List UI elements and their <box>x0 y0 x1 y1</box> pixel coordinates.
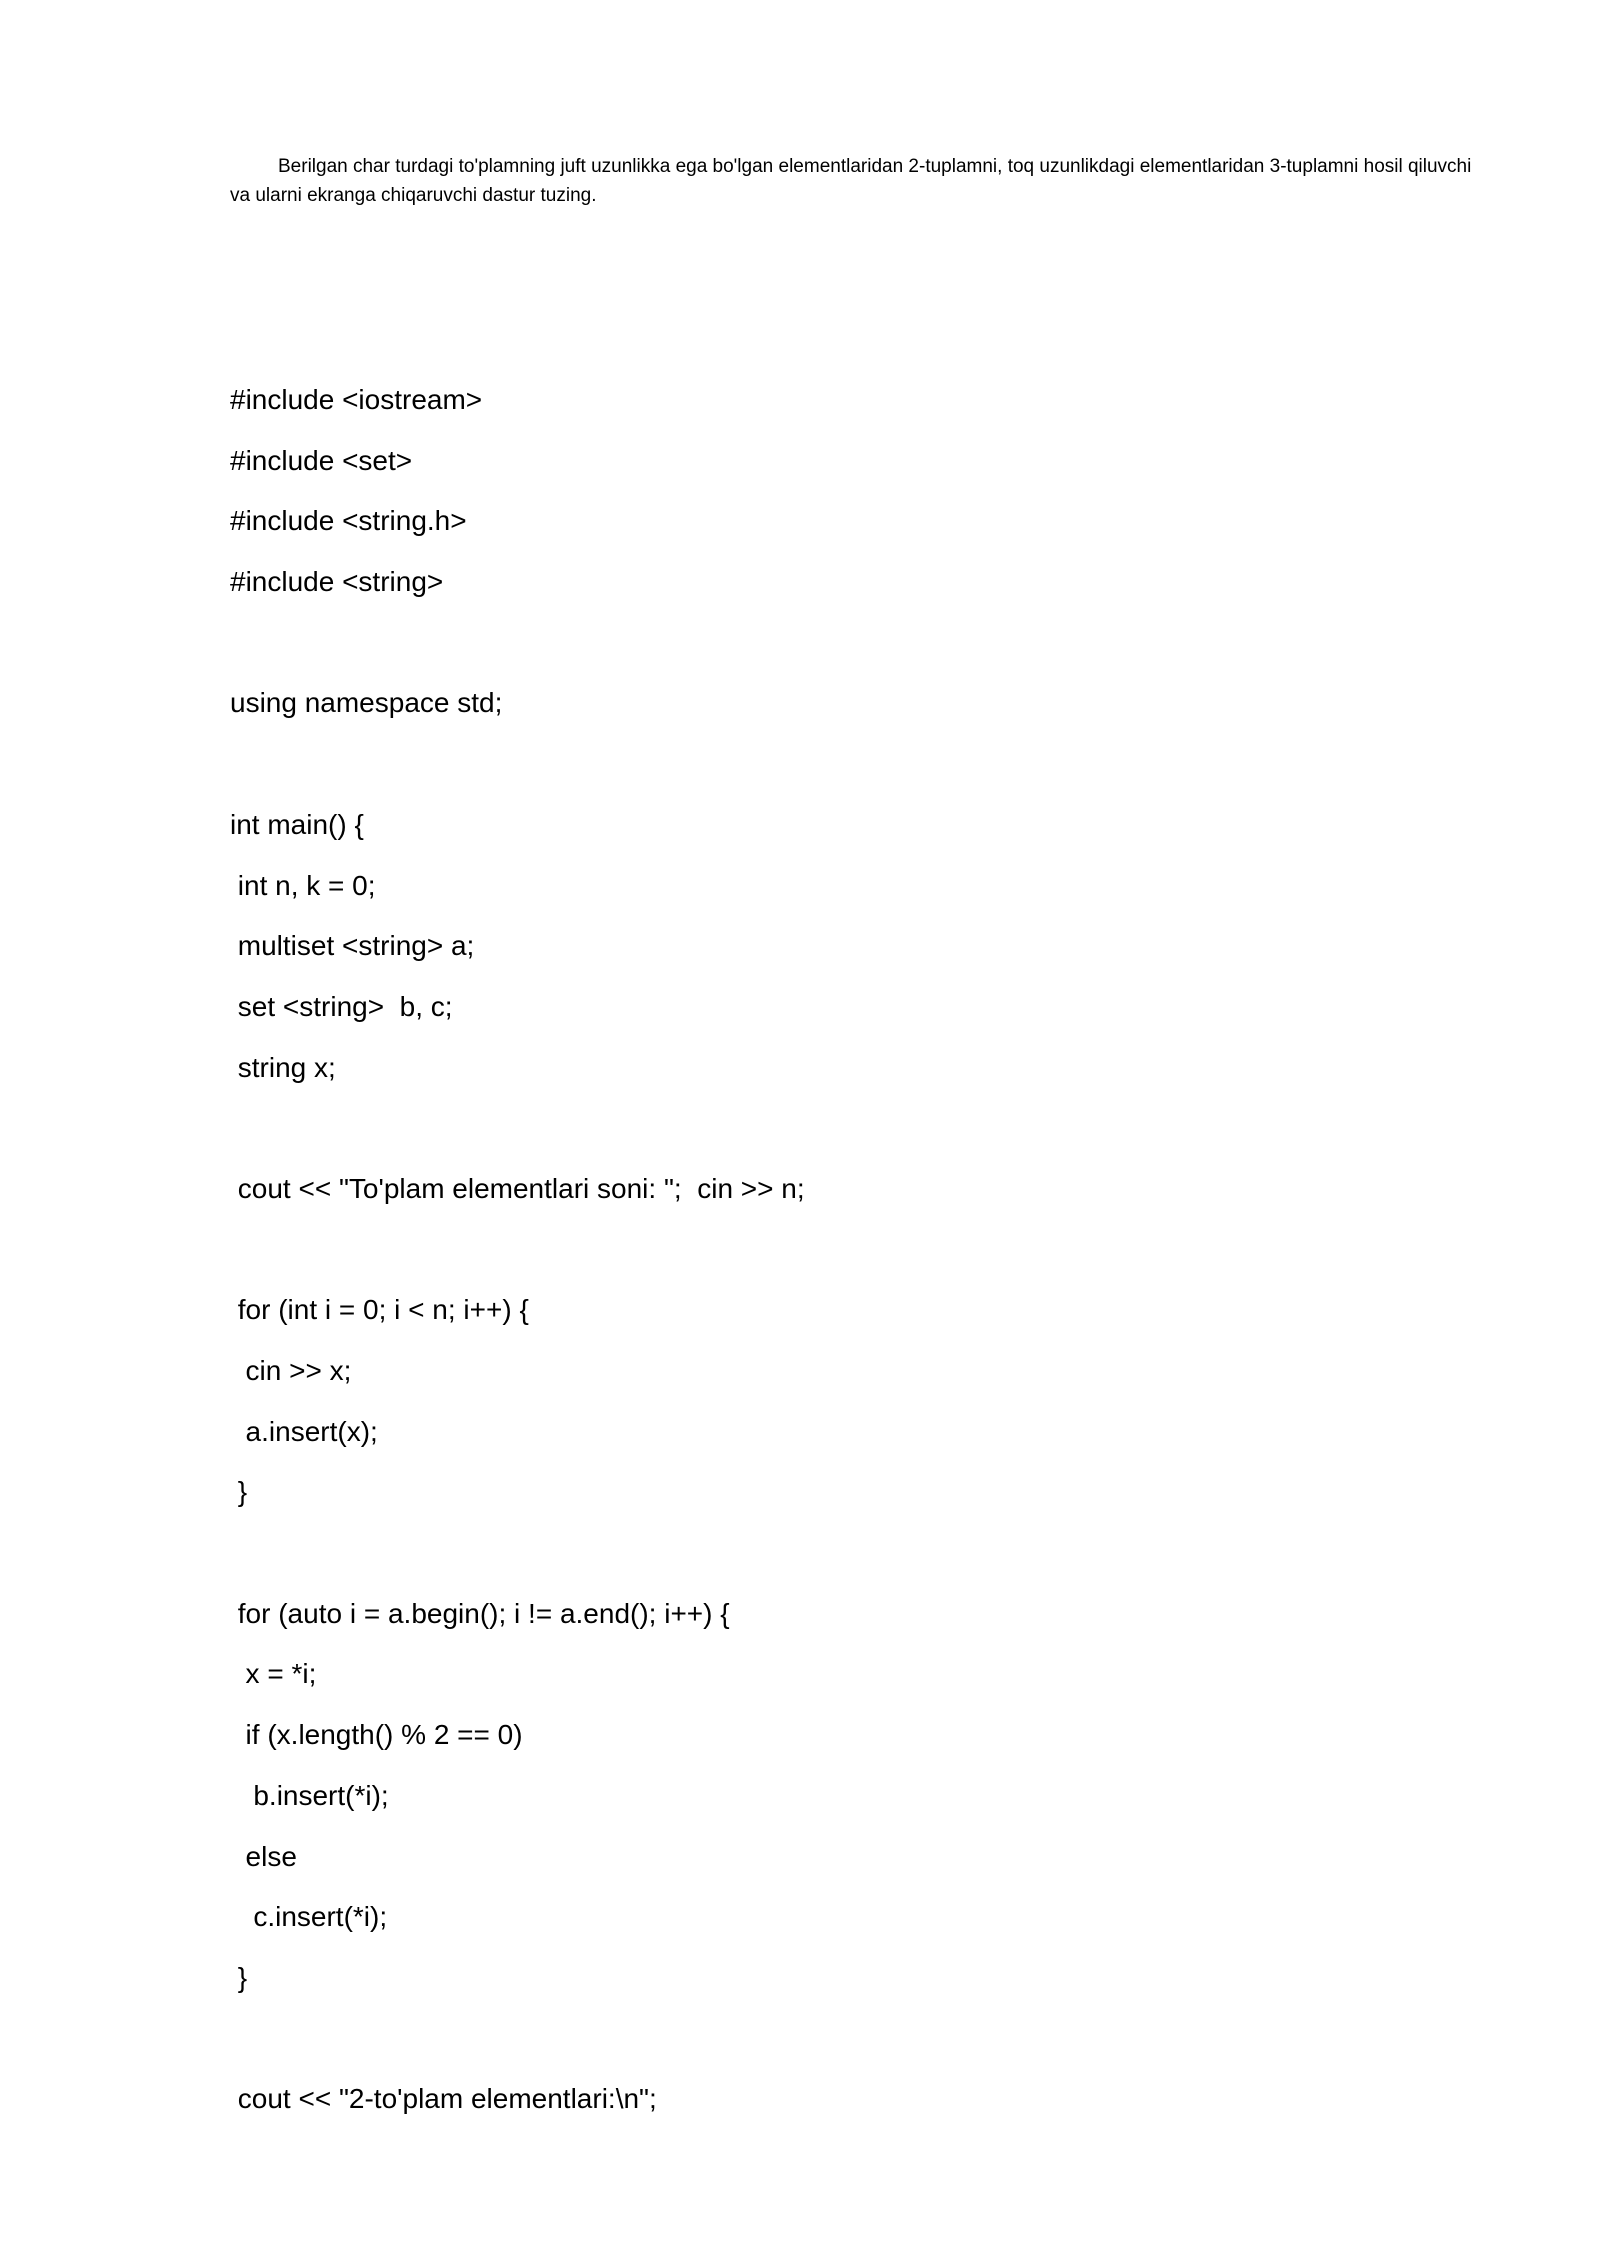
code-line: x = *i; <box>230 1658 317 1690</box>
code-line: } <box>230 1961 248 1993</box>
code-line: using namespace std; <box>230 687 503 719</box>
code-line: cout << "2-to'plam elementlari:\n"; <box>230 2083 657 2115</box>
code-line: cout << "To'plam elementlari soni: "; cin >> n; <box>230 1172 805 1204</box>
code-line: #include <set> <box>230 444 413 476</box>
code-line: int main() { <box>230 808 364 840</box>
code-line-blank <box>230 2014 1430 2075</box>
code-listing <box>230 375 1430 2135</box>
code-line: #include <string> <box>230 566 444 598</box>
code-line: int n, k = 0; <box>230 869 376 901</box>
code-line: set <string> b, c; <box>230 990 453 1022</box>
code-line-blank <box>230 739 1430 800</box>
code-line-blank <box>230 618 1430 679</box>
code-line-blank <box>230 1225 1430 1286</box>
code-line: else <box>230 1840 297 1872</box>
code-line-blank <box>230 1103 1430 1164</box>
code-line: cin >> x; <box>230 1355 352 1386</box>
code-line: multiset <string> a; <box>230 930 475 962</box>
code-line: for (auto i = a.begin(); i != a.end(); i++) { <box>230 1597 730 1629</box>
code-line: #include <iostream> <box>230 384 483 415</box>
code-line-blank <box>230 1528 1430 1589</box>
code-line: a.insert(x); <box>230 1415 378 1447</box>
code-line: string x; <box>230 1051 336 1083</box>
task-description: Berilgan char turdagi to'plamning juft uzunlikka ega bo'lgan elementlaridan 2-tuplamni, toq uzunlikdagi elementlaridan 3-tuplamni hosil qiluvchi va ularni ekranga chiqaruvchi dastur tuzing. <box>230 156 1472 206</box>
code-line: #include <string.h> <box>230 505 467 537</box>
code-line: } <box>230 1476 248 1508</box>
code-line: b.insert(*i); <box>230 1779 389 1811</box>
code-line: if (x.length() % 2 == 0) <box>230 1719 523 1751</box>
code-line: c.insert(*i); <box>230 1901 388 1933</box>
code-line: for (int i = 0; i < n; i++) { <box>230 1294 529 1326</box>
